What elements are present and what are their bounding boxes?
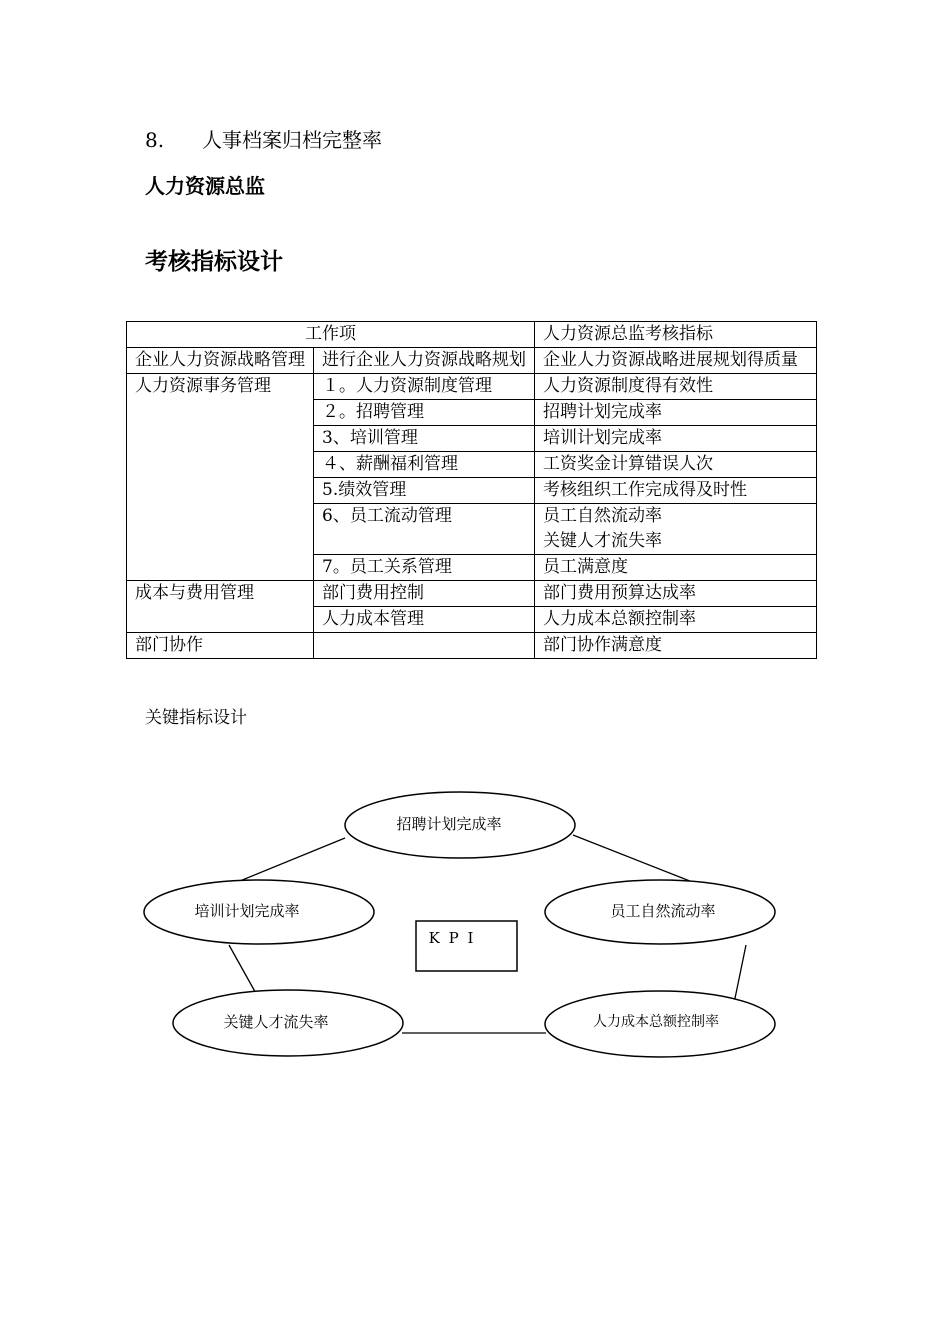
indicator-cell: 人力资源制度得有效性 xyxy=(535,374,817,400)
task-cell: 3、培训管理 xyxy=(314,426,535,452)
header-indicator: 人力资源总监考核指标 xyxy=(535,322,817,348)
task-cell: 进行企业人力资源战略规划 xyxy=(314,348,535,374)
node-top-label: 招聘计划完成率 xyxy=(396,815,502,833)
indicator-cell: 部门协作满意度 xyxy=(535,633,817,659)
role-title: 人力资源总监 xyxy=(145,174,265,198)
indicator-line: 关键人才流失率 xyxy=(543,531,662,551)
task-cell: ４、薪酬福利管理 xyxy=(314,452,535,478)
kpi-center-label: K P I xyxy=(428,929,476,947)
task-cell: １。人力资源制度管理 xyxy=(314,374,535,400)
category-cell: 部门协作 xyxy=(127,633,314,659)
task-cell: 5.绩效管理 xyxy=(314,478,535,504)
connector-top-left xyxy=(230,838,345,885)
list-text: 人事档案归档完整率 xyxy=(202,128,382,152)
indicator-cell: 招聘计划完成率 xyxy=(535,400,817,426)
task-cell: 6、员工流动管理 xyxy=(314,504,535,555)
task-cell: 部门费用控制 xyxy=(314,581,535,607)
indicator-cell: 工资奖金计算错误人次 xyxy=(535,452,817,478)
indicator-cell: 部门费用预算达成率 xyxy=(535,581,817,607)
task-cell: 人力成本管理 xyxy=(314,607,535,633)
node-bottom-left-label: 关键人才流失率 xyxy=(223,1013,329,1031)
indicator-cell: 考核组织工作完成得及时性 xyxy=(535,478,817,504)
task-cell: ２。招聘管理 xyxy=(314,400,535,426)
indicator-cell: 员工满意度 xyxy=(535,555,817,581)
indicator-cell: 培训计划完成率 xyxy=(535,426,817,452)
diagram-caption: 关键指标设计 xyxy=(145,708,247,728)
category-cell: 成本与费用管理 xyxy=(127,581,314,633)
section-title: 考核指标设计 xyxy=(145,249,283,275)
node-right-label: 员工自然流动率 xyxy=(610,902,716,920)
header-work-item: 工作项 xyxy=(127,322,535,348)
connector-left-bottom xyxy=(229,945,258,997)
indicator-cell: 人力成本总额控制率 xyxy=(535,607,817,633)
task-cell: 7。员工关系管理 xyxy=(314,555,535,581)
category-cell: 企业人力资源战略管理 xyxy=(127,348,314,374)
list-number: 8. xyxy=(145,128,165,152)
indicator-cell: 企业人力资源战略进展规划得质量 xyxy=(535,348,817,374)
category-cell: 人力资源事务管理 xyxy=(127,374,314,581)
connector-top-right xyxy=(573,835,700,885)
node-bottom-right-label: 人力成本总额控制率 xyxy=(593,1014,719,1030)
indicator-line: 员工自然流动率 xyxy=(543,506,662,526)
node-left-label: 培训计划完成率 xyxy=(194,902,300,920)
